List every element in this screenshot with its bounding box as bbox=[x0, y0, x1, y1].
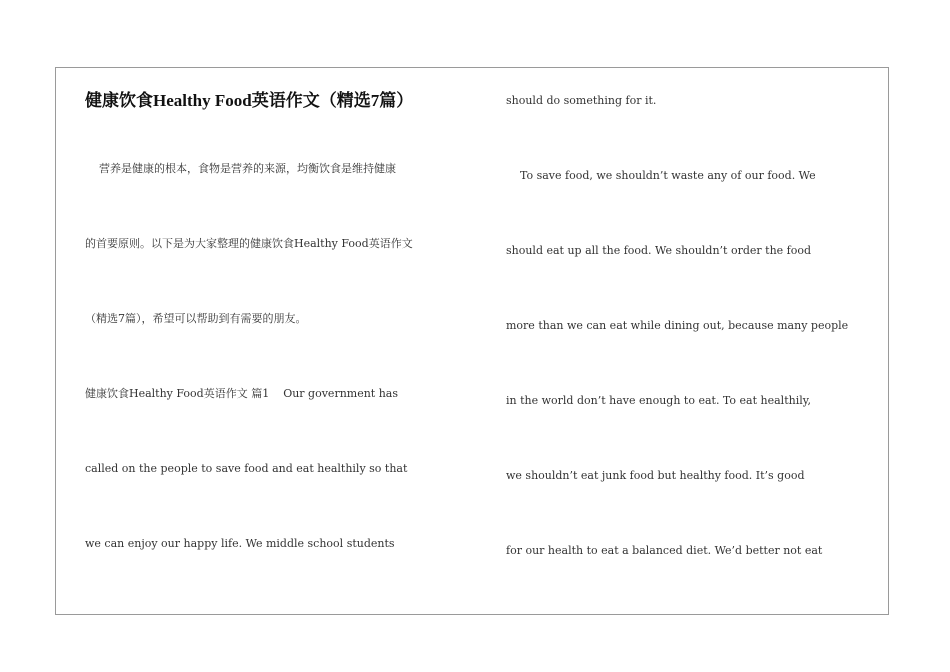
paragraph-line: called on the people to save food and eat healthily so that bbox=[85, 462, 408, 475]
paragraph-line: for our health to eat a balanced diet. We’d better not eat bbox=[506, 544, 823, 557]
paragraph-line: we can enjoy our happy life. We middle school students bbox=[85, 537, 395, 550]
paragraph-line: 的首要原则。以下是为大家整理的健康饮食Healthy Food英语作文 bbox=[85, 237, 413, 250]
left-column bbox=[85, 68, 477, 614]
document-title: 健康饮食Healthy Food英语作文（精选7篇） bbox=[85, 91, 414, 110]
paragraph-line: 营养是健康的根本，食物是营养的来源，均衡饮食是维持健康 bbox=[85, 162, 396, 175]
paragraph-line: should do something for it. bbox=[506, 94, 657, 107]
paragraph-line: 健康饮食Healthy Food英语作文 篇1 Our government has bbox=[85, 387, 399, 400]
paragraph-line: we shouldn’t eat junk food but healthy food. It’s good bbox=[506, 469, 805, 482]
document-page bbox=[55, 67, 889, 615]
paragraph-line: （精选7篇），希望可以帮助到有需要的朋友。 bbox=[85, 312, 307, 325]
right-column bbox=[506, 68, 890, 614]
paragraph-line: more than we can eat while dining out, because many people bbox=[506, 319, 849, 332]
paragraph-line: To save food, we shouldn’t waste any of our food. We bbox=[506, 169, 816, 182]
paragraph-line: in the world don’t have enough to eat. To eat healthily, bbox=[506, 394, 811, 407]
paragraph-line: should eat up all the food. We shouldn’t order the food bbox=[506, 244, 812, 257]
